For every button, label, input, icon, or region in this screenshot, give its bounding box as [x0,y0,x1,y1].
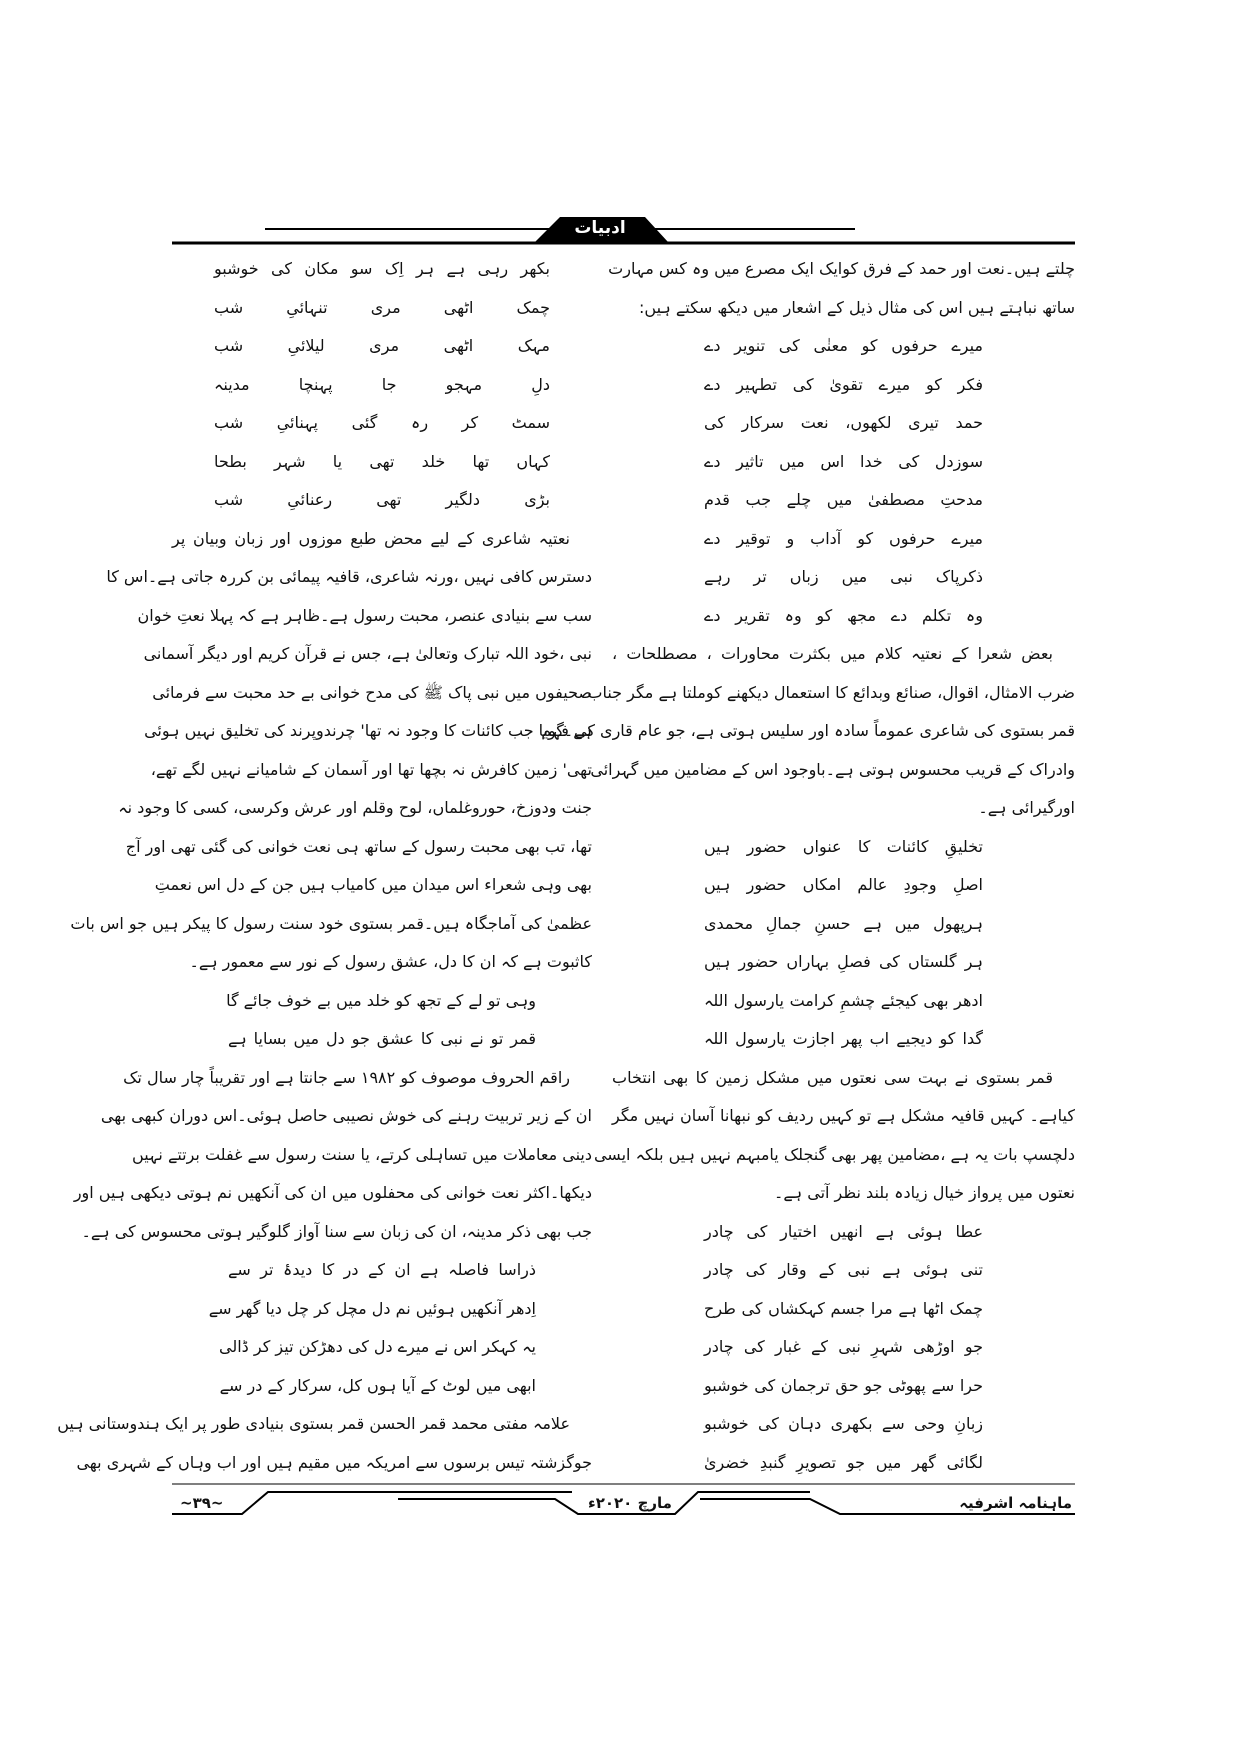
verse-line: تنی ہوئی ہے نبی کے وقار کی چادر [704,1260,983,1279]
verse-line: مہک اٹھی مری لیلائیِ شب [214,336,550,355]
text-line: بھی وہی شعراء اس میدان میں کامیاب ہیں جن کے دل اس نعمتِ [154,875,592,894]
text-line: نبی ،خود اللہ تبارک وتعالیٰ ہے، جس نے قرآن کریم اور دیگر آسمانی [143,644,592,663]
verse-line: اصلِ وجودِ عالم امکاں حضور ہیں [704,875,983,894]
text-line: کیاہے۔ کہیں قافیہ مشکل ہے تو کہیں ردیف کو نبھانا آسان نہیں مگر [612,1106,1075,1125]
section-title: ادبیات [574,218,626,238]
text-line: ساتھ نباہتے ہیں اس کی مثال ذیل کے اشعار میں دیکھ سکتے ہیں: [639,297,1075,317]
verse-line: جو اوڑھی شہرِ نبی کے غبار کی چادر [704,1337,983,1356]
text-line: تھا، تب بھی محبت رسول کے ساتھ ہی نعت خوانی کی گئی تھی اور آج [125,836,592,856]
text-line: اورگیرائی ہے۔ [978,798,1075,817]
verse-line: گدا کو دیجیے اب پھر اجازت یارسول اللہ [704,1029,983,1048]
verse-block [612,1213,1075,1483]
text-line: دلچسپ بات یہ ہے ،مضامین پھر بھی گنجلک یامبہم نہیں ہیں بلکہ ایسی [593,1144,1075,1164]
verse-line: زبانِ وحی سے بکھری دہان کی خوشبو [704,1414,983,1433]
text-line: ہے۔گویا جب کائنات کا وجود نہ تھا' چرندوپرند کی تخلیق نہیں ہوئی [144,721,592,740]
verse-line: حمد تیری لکھوں، نعت سرکار کی [704,413,983,432]
paragraph [73,1059,592,1252]
verse-line: لگائی گھر میں جو تصویرِ گنبدِ خضریٰ [704,1452,983,1472]
verse-line: قمر تو نے نبی کا عشق جو دل میں بسایا ہے [228,1029,536,1048]
issue-date: مارچ ۲۰۲۰ء [588,1494,672,1512]
verse-line: دلِ مہجو جا پہنچا مدینہ [214,374,550,394]
verse-line: چمک اٹھا ہے مرا جسم کہکشاں کی طرح [704,1298,983,1318]
text-line: قمر بستوی کی شاعری عموماً سادہ اور سلیس ہوتی ہے، جو عام قاری کی فہم [541,721,1075,740]
verse-line: وہ تکلم دے مجھ کو وہ تقریر دے [704,605,983,625]
left-column [57,250,592,1482]
verse-block [172,1251,592,1405]
text-line: راقم الحروف موصوف کو ۱۹۸۲ سے جانتا ہے اور تقریباً چار سال تک [123,1067,570,1087]
text-line: دینی معاملات میں تساہلی کرتے، یا سنت رسول سے غفلت برتتے نہیں [132,1144,592,1164]
magazine-name: ماہنامہ اشرفیہ [959,1494,1072,1512]
text-line: کاثبوت ہے کہ ان کا دل، عشق رسول کے نور سے معمور ہے۔ [189,952,592,971]
verse-line: ذکرپاک نبی میں زباں تر رہے [704,567,983,586]
text-line: علامہ مفتی محمد قمر الحسن قمر بستوی بنیادی طور پر ایک ہندوستانی ہیں [57,1414,570,1433]
verse-line: مدحتِ مصطفیٰ میں چلے جب قدم [704,490,983,509]
verse-line: ہر گلستاں کی فصلِ بہاراں حضور ہیں [704,952,983,971]
verse-line: یہ کہکر اس نے میرے دل کی دھڑکن تیز کر ڈالی [219,1337,536,1356]
verse-line: بکھر رہی ہے ہر اِک سو مکان کی خوشبو [214,259,550,278]
text-line: نعتیہ شاعری کے لیے محض طبع موزوں اور زبان وبیان پر [172,528,570,548]
verse-line: عطا ہوئی ہے انھیں اختیار کی چادر [704,1221,983,1241]
verse-line: فکر کو میرے تقویٰ کی تطہیر دے [704,374,983,394]
text-line: بعض شعرا کے نعتیہ کلام میں بکثرت محاورات ، مصطلحات ، [612,644,1053,663]
text-line: چلتے ہیں۔نعت اور حمد کے فرق کوایک ایک مصرع میں وہ کس مہارت [608,259,1075,278]
text-line: ضرب الامثال، اقوال، صنائع وبدائع کا استعمال دیکھنے کوملتا ہے مگر جناب [587,682,1075,702]
verse-line: سوزدل کی خدا اس میں تاثیر دے [704,451,983,471]
verse-block [172,250,592,520]
verse-line: تخلیقِ کائنات کا عنواں حضور ہیں [704,836,983,856]
verse-block [612,327,1075,635]
paragraph [57,1405,592,1482]
verse-line: ہرپھول میں ہے حسنِ جمالِ محمدی [704,913,983,933]
text-line: جنت ودوزخ، حوروغلماں، لوح وقلم اور عرش وکرسی، کسی کا وجود نہ [118,798,592,817]
text-line: وادراک کے قریب محسوس ہوتی ہے۔باوجود اس کے مضامین میں گہرائی [590,759,1075,779]
text-line: ان کے زیر تربیت رہنے کی خوش نصیبی حاصل ہوئی۔اس دوران کبھی بھی [100,1106,592,1125]
text-line: دیکھا۔اکثر نعت خوانی کی محفلوں میں ان کی آنکھیں نم ہوتی دیکھی ہیں اور [73,1183,592,1202]
text-line: جب بھی ذکر مدینہ، ان کی زبان سے سنا آواز گلوگیر ہوتی محسوس کی ہے۔ [81,1221,592,1241]
text-line: جوگزشتہ تیس برسوں سے امریکہ میں مقیم ہیں اور اب وہاں کے شہری بھی [76,1452,592,1472]
verse-line: ادھر بھی کیجئے چشمِ کرامت یارسول اللہ [704,990,983,1010]
verse-line: چمک اٹھی مری تنہائیِ شب [214,297,550,317]
text-line: دسترس کافی نہیں ،ورنہ شاعری، قافیہ پیمائی بن کررہ جاتی ہے۔اس کا [106,567,592,586]
verse-line: بڑی دلگیر تھی رعنائیِ شب [214,490,550,509]
text-line: سب سے بنیادی عنصر، محبت رسول ہے۔ظاہر ہے کہ پہلا نعتِ خوان [137,605,592,625]
text-line: قمر بستوی نے بہت سی نعتوں میں مشکل زمین کا بھی انتخاب [612,1067,1053,1087]
text-line: عظمیٰ کی آماجگاہ ہیں۔قمر بستوی خود سنت رسول کا پیکر ہیں جو اس بات [70,913,592,933]
right-column [541,250,1075,1482]
paragraph [593,1059,1075,1213]
paragraph [608,250,1075,327]
page-number: ~۳۹~ [180,1494,224,1512]
text-line: صحیفوں میں نبی پاک ﷺ کی مدح خوانی بے حد محبت سے فرمائی [152,682,592,702]
verse-block [612,828,1075,1059]
verse-line: سمٹ کر رہ گئی پہنائیِ شب [214,413,550,432]
verse-line: میرے حرفوں کو آداب و توقیر دے [704,528,983,548]
verse-line: حرا سے پھوٹی جو حق ترجمان کی خوشبو [704,1375,983,1395]
verse-line: ذراسا فاصلہ ہے ان کے در کا دیدۂ تر سے [228,1260,536,1279]
verse-block [172,982,592,1059]
paragraph [70,520,592,982]
text-line: نعتوں میں پرواز خیال زیادہ بلند نظر آتی ہے۔ [774,1183,1075,1202]
verse-line: کہاں تھا خلد تھی یا شہر بطحا [214,451,550,471]
paragraph [541,635,1075,828]
verse-line: میرے حرفوں کو معنٰی کی تنویر دے [704,336,983,355]
text-line: تھی' زمین کافرش نہ بچھا تھا اور آسمان کے شامیانے نہیں لگے تھے، [150,759,592,779]
verse-line: اِدھر آنکھیں ہوئیں نم دل مچل کر چل دیا گھر سے [208,1298,536,1318]
verse-line: وہی تو لے کے تجھ کو خلد میں بے خوف جائے گا [226,990,536,1010]
verse-line: ابھی میں لوٹ کے آیا ہوں کل، سرکار کے در سے [219,1375,536,1395]
